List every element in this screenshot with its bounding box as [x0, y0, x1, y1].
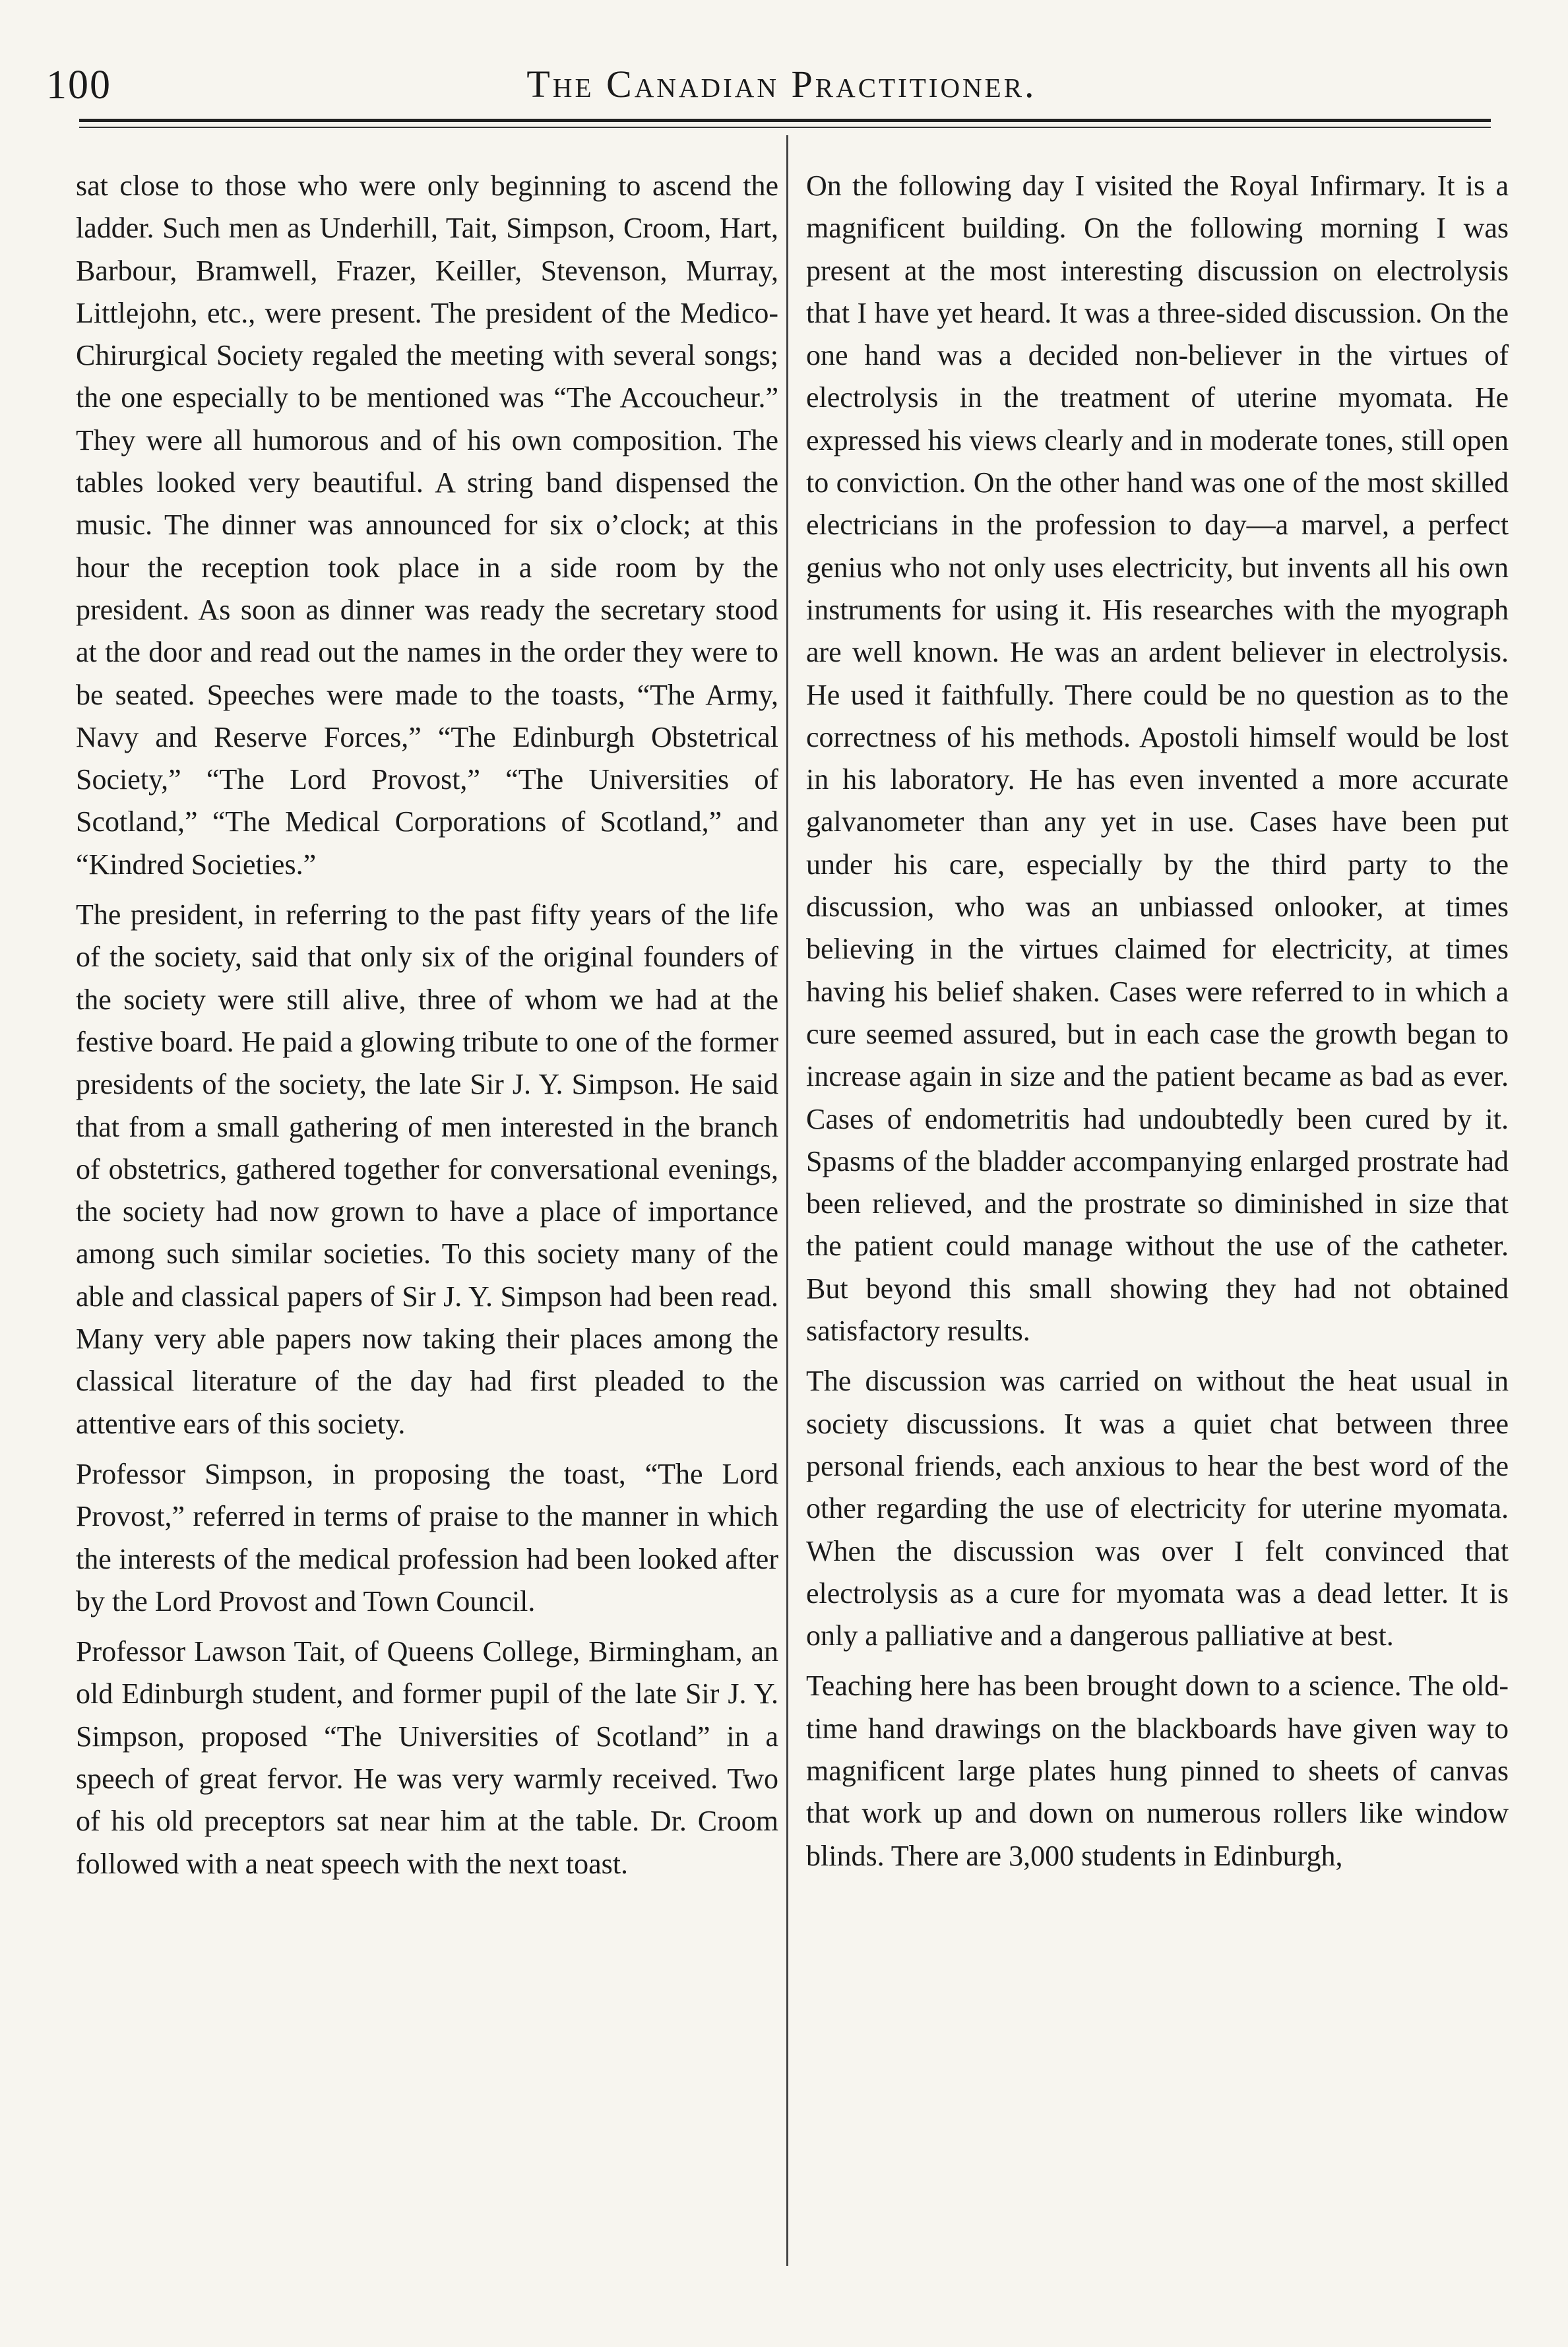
- paragraph: The president, in referring to the past fifty years of the life of the society, said that only six of the original founders of the society were still alive, three of whom we had at the festive board. He paid a glowing tribute to one of the former presidents of the society, the late Sir J. Y. Simpson. He said that from a small gathering of men interested in the branch of obstetrics, gathered together for conversational evenings, the society had now grown to have a place of importance among such similar societies. To this society many of the able and classical papers of Sir J. Y. Simpson had been read. Many very able papers now taking their places among the classical literature of the day had first pleaded to the attentive ears of this society.: [76, 898, 778, 1440]
- running-head: The Canadian Practitioner.: [526, 63, 1037, 106]
- page-header: [46, 58, 1517, 111]
- paragraph: The discussion was carried on without the heat usual in society discussions. It was a quiet chat between three personal friends, each anxious to hear the best word of the other regarding the use of electricity for uterine myomata. When the discussion was over I felt convinced that electrolysis as a cure for myomata was a dead letter. It is only a palliative and a dangerous palliative at best.: [806, 1365, 1509, 1652]
- column-divider: [786, 135, 788, 2266]
- paragraph: Teaching here has been brought down to a science. The old-time hand drawings on the blackboards have given way to magnificent large plates hung pinned to sheets of canvas that work up and down on numerous rollers like window blinds. There are 3,000 students in Edinburgh,: [806, 1670, 1509, 1872]
- right-column: [806, 165, 1509, 2309]
- paragraph: sat close to those who were only beginning to ascend the ladder. Such men as Underhill, Tait, Simpson, Croom, Hart, Barbour, Bramwell, Frazer, Keiller, Stevenson, Murray, Littlejohn, etc., were present. The president of the Medico-Chirurgical Society regaled the meeting with several songs; the one especially to be mentioned was “The Accoucheur.” They were all humorous and of his own composition. The tables looked very beautiful. A string band dispensed the music. The dinner was announced for six o’clock; at this hour the reception took place in a side room by the president. As soon as dinner was ready the secretary stood at the door and read out the names in the order they were to be seated. Speeches were made to the toasts, “The Army, Navy and Reserve Forces,” “The Edinburgh Obstetrical Society,” “The Lord Provost,” “The Universities of Scotland,” “The Medical Corporations of Scotland,” and “Kindred Societies.”: [76, 170, 778, 881]
- paragraph: On the following day I visited the Royal Infirmary. It is a magnificent building. On the following morning I was present at the most interesting discussion on electrolysis that I have yet heard. It was a three-sided discussion. On the one hand was a decided non-believer in the virtues of electrolysis in the treatment of uterine myomata. He expressed his views clearly and in moderate tones, still open to conviction. On the other hand was one of the most skilled electricians in the profession to day—a marvel, a perfect genius who not only uses electricity, but invents all his own instruments for using it. His researches with the myograph are well known. He was an ardent believer in electrolysis. He used it faithfully. There could be no question as to the correctness of his methods. Apostoli himself would be lost in his laboratory. He has even invented a more accurate galvanometer than any yet in use. Cases have been put under his care, especially by the third party to the discussion, who was an unbiassed onlooker, at times believing in the virtues claimed for electricity, at times having his belief shaken. Cases were referred to in which a cure seemed assured, but in each case the growth began to increase again in size and the patient became as bad as ever. Cases of endometritis had undoubtedly been cured by it. Spasms of the bladder accompanying enlarged prostrate had been relieved, and the prostrate so diminished in size that the patient could manage without the use of the catheter. But beyond this small showing they had not obtained satisfactory results.: [806, 170, 1509, 1348]
- page-number: 100: [46, 63, 111, 108]
- paragraph: Professor Simpson, in proposing the toast, “The Lord Provost,” referred in terms of praise to the manner in which the interests of the medical profession had been looked after by the Lord Provost and Town Council.: [76, 1457, 778, 1617]
- paragraph: Professor Lawson Tait, of Queens College, Birmingham, an old Edinburgh student, and former pupil of the late Sir J. Y. Simpson, proposed “The Universities of Scotland” in a speech of great fervor. He was very warmly received. Two of his old preceptors sat near him at the table. Dr. Croom followed with a neat speech with the next toast.: [76, 1635, 778, 1880]
- header-rule-thin: [79, 127, 1491, 128]
- header-rule: [79, 119, 1491, 122]
- left-column: [76, 165, 778, 2309]
